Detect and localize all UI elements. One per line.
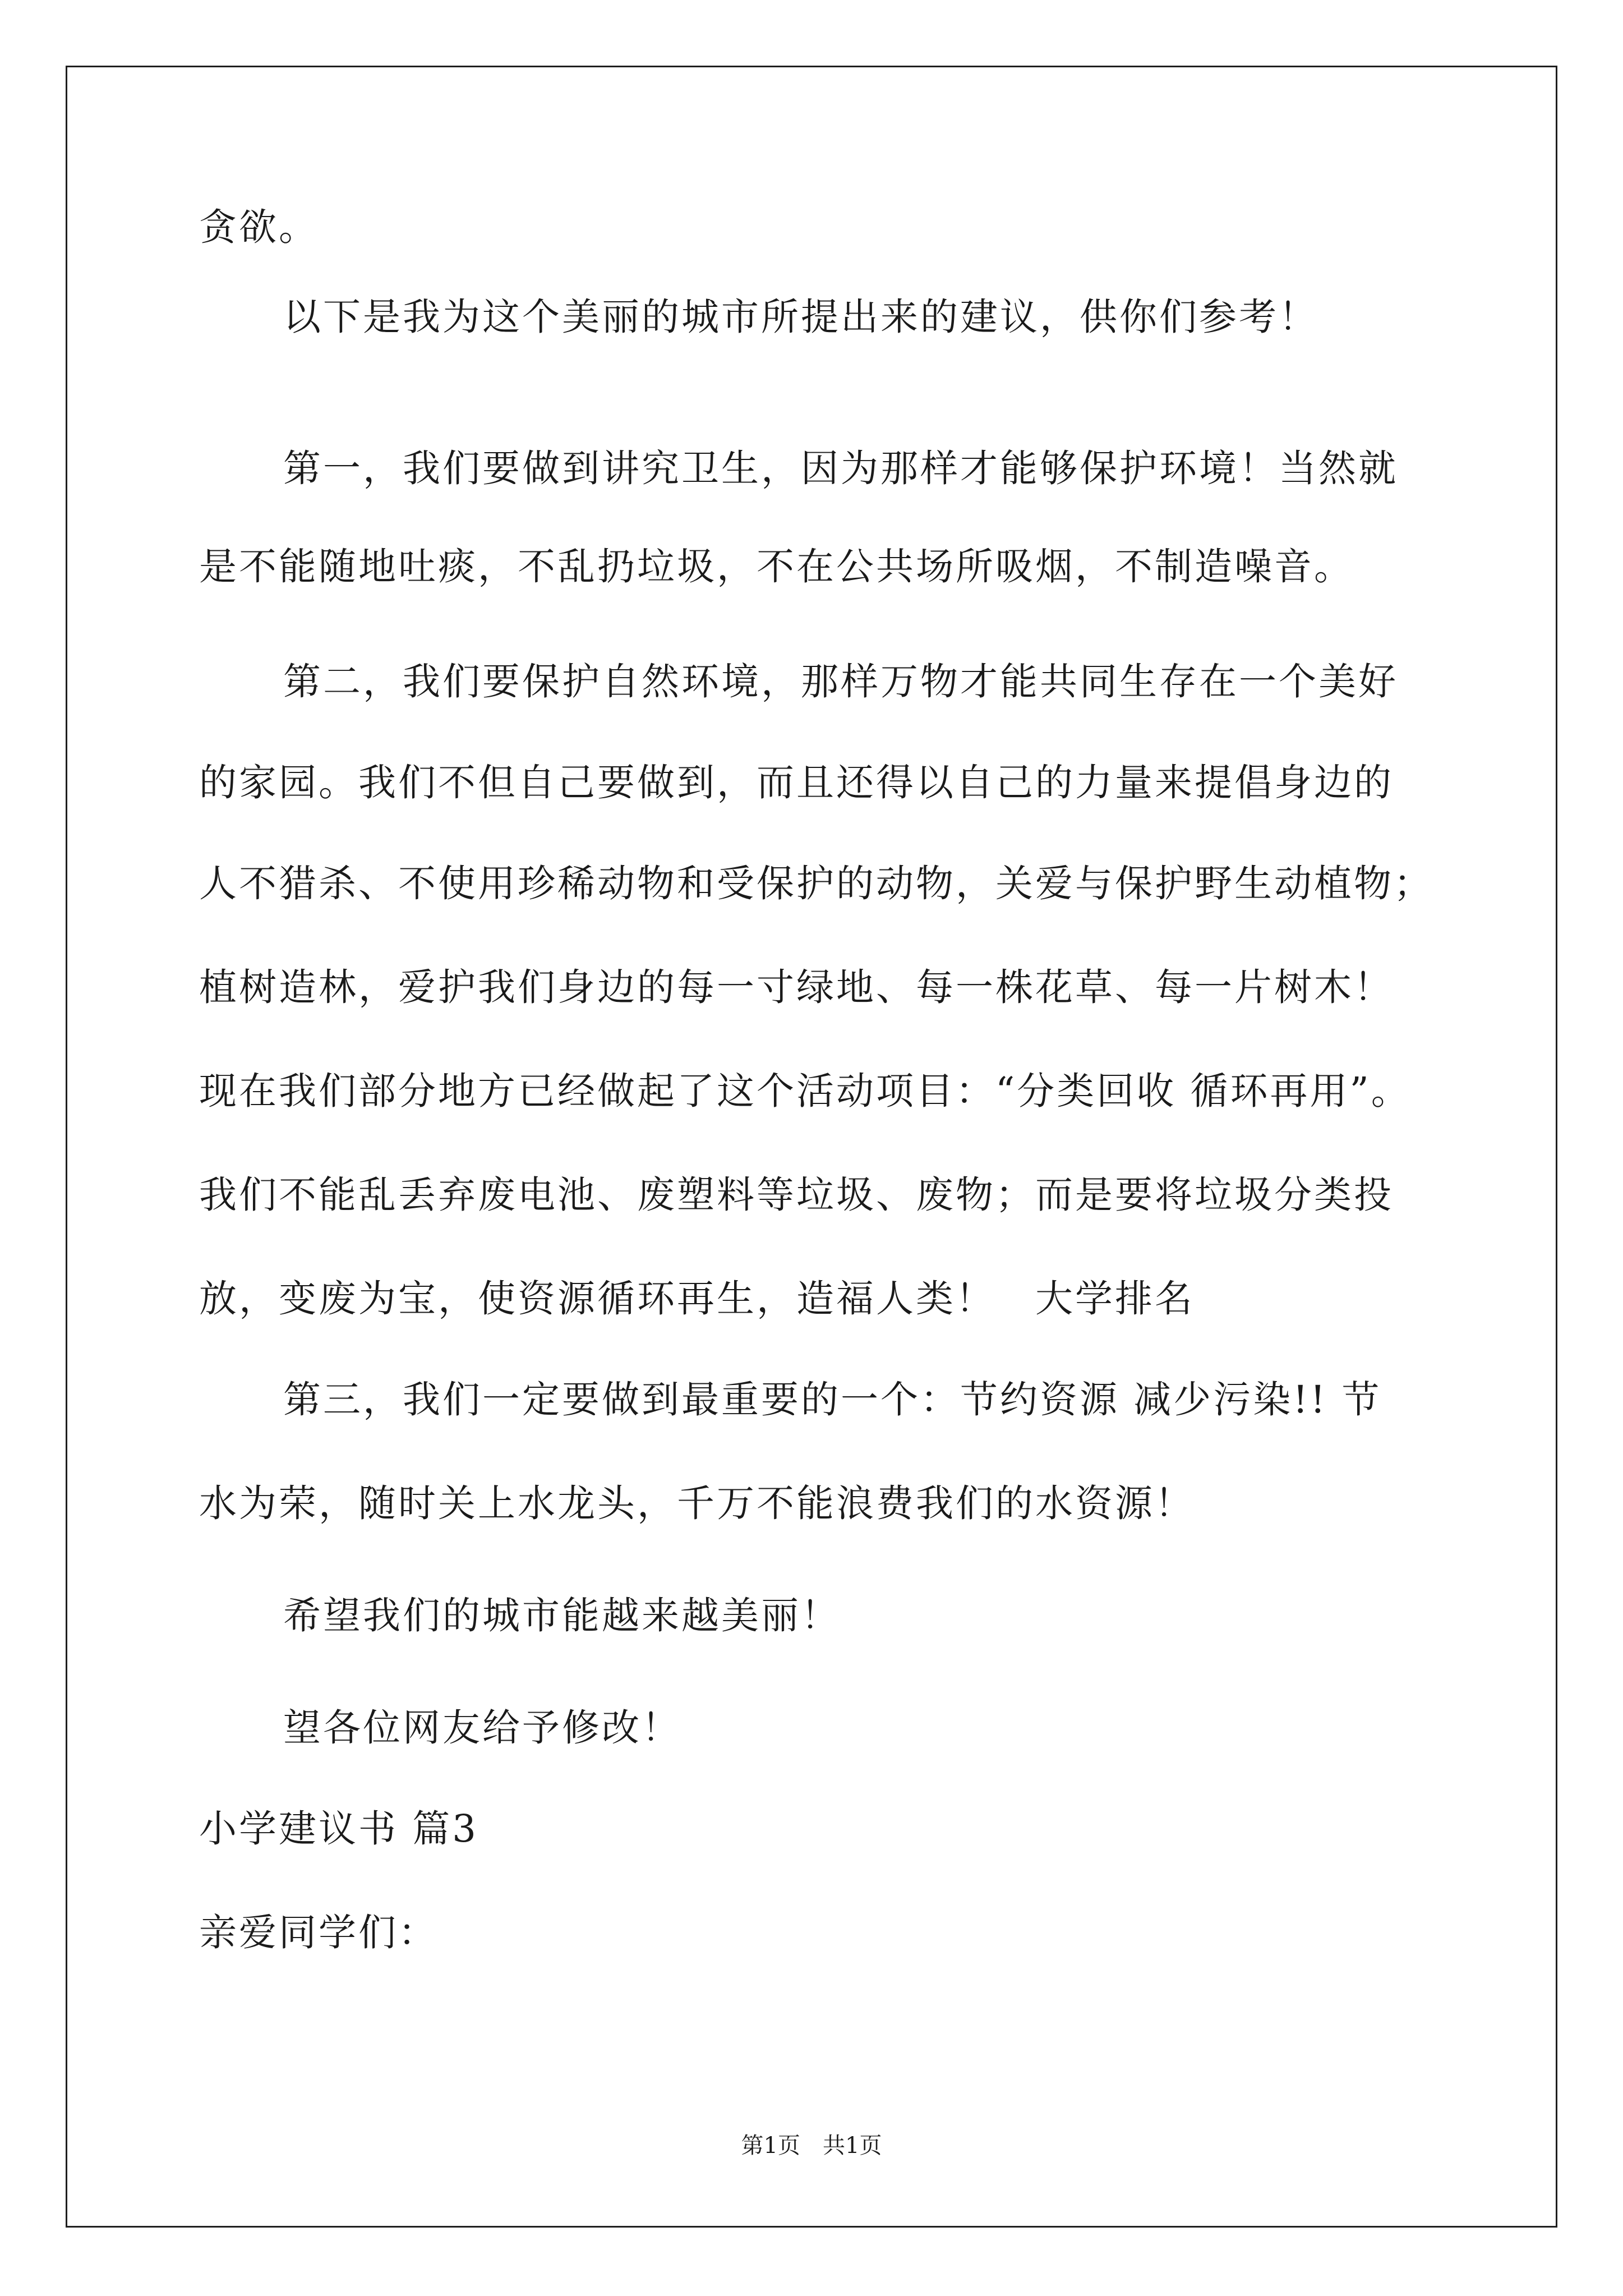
text-line: 希望我们的城市能越来越美丽！ bbox=[283, 1594, 841, 1637]
text-line: 贪欲。 bbox=[199, 205, 319, 249]
text-line: 我们不能乱丢弃废电池、废塑料等垃圾、废物；而是要将垃圾分类投 bbox=[199, 1173, 1394, 1217]
section-heading: 小学建议书 篇3 bbox=[199, 1807, 478, 1851]
text-line: 第二，我们要保护自然环境，那样万物才能共同生存在一个美好 bbox=[283, 660, 1398, 703]
text-line: 人不猎杀、不使用珍稀动物和受保护的动物，关爱与保护野生动植物； bbox=[199, 862, 1433, 905]
text-line: 以下是我为这个美丽的城市所提出来的建议，供你们参考！ bbox=[283, 295, 1318, 339]
text-line: 第一，我们要做到讲究卫生，因为那样才能够保护环境！当然就 bbox=[283, 447, 1398, 490]
text-line: 第三，我们一定要做到最重要的一个：节约资源 减少污染!! 节 bbox=[283, 1378, 1382, 1421]
text-line: 植树造林，爱护我们身边的每一寸绿地、每一株花草、每一片树木！ bbox=[199, 965, 1394, 1009]
page-border bbox=[66, 66, 1557, 2228]
page-footer: 第1页 共1页 bbox=[741, 2133, 882, 2159]
text-line: 水为荣，随时关上水龙头，千万不能浪费我们的水资源！ bbox=[199, 1481, 1195, 1525]
text-line: 是不能随地吐痰，不乱扔垃圾，不在公共场所吸烟，不制造噪音。 bbox=[199, 545, 1354, 588]
text-line: 的家园。我们不但自己要做到，而且还得以自己的力量来提倡身边的 bbox=[199, 761, 1394, 804]
text-line: 现在我们部分地方已经做起了这个活动项目：“分类回收 循环再用”。 bbox=[199, 1069, 1411, 1113]
text-line: 望各位网友给予修改！ bbox=[283, 1706, 681, 1750]
text-line: 放，变废为宝，使资源循环再生，造福人类！ 大学排名 bbox=[199, 1277, 1195, 1320]
salutation: 亲爱同学们： bbox=[199, 1911, 438, 1954]
